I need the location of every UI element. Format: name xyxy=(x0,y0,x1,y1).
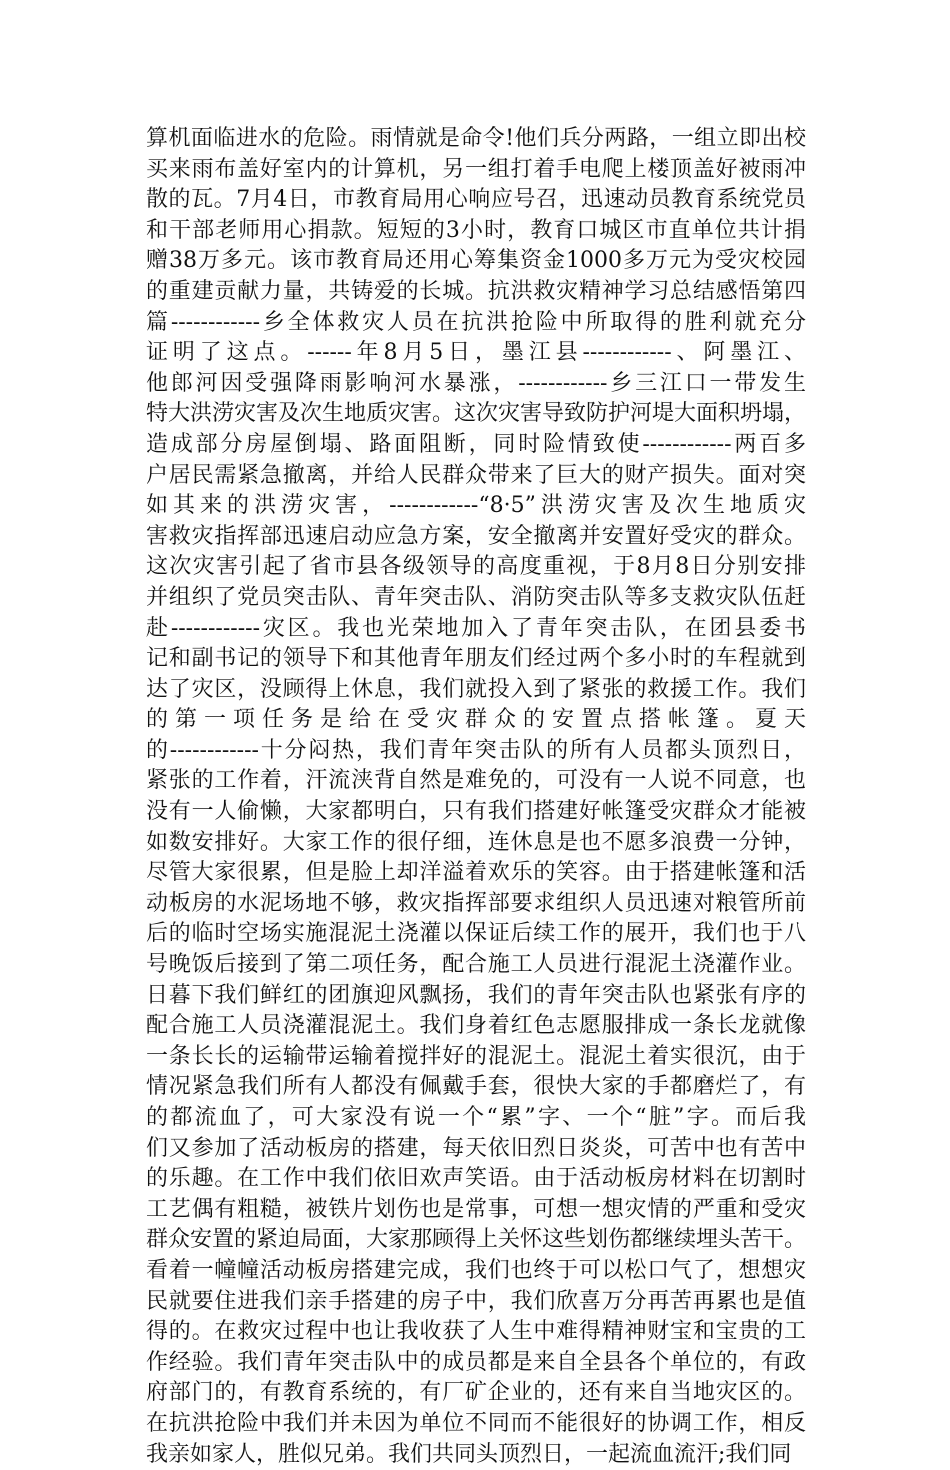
text-line: 情况紧急我们所有人都没有佩戴手套，很快大家的手都磨烂了，有 xyxy=(146,1074,806,1100)
text-line: 记和副书记的领导下和其他青年朋友们经过两个多小时的车程就到 xyxy=(146,646,806,672)
text-line: 的------------十分闷热，我们青年突击队的所有人员都头顶烈日， xyxy=(146,737,806,763)
text-line: 害救灾指挥部迅速启动应急方案，安全撤离并安置好受灾的群众。 xyxy=(146,523,806,549)
text-line: 的乐趣。在工作中我们依旧欢声笑语。由于活动板房材料在切割时 xyxy=(146,1166,806,1192)
text-line: 造成部分房屋倒塌、路面阻断，同时险情致使------------两百多 xyxy=(146,431,806,457)
text-line: 府部门的，有教育系统的，有厂矿企业的，还有来自当地灾区的。 xyxy=(146,1380,806,1406)
text-line: 后的临时空场实施混泥土浇灌以保证后续工作的展开，我们也于八 xyxy=(146,921,806,947)
text-line: 如其来的洪涝灾害，------------“8·5”洪涝灾害及次生地质灾 xyxy=(146,493,806,519)
text-line: 尽管大家很累，但是脸上却洋溢着欢乐的笑容。由于搭建帐篷和活 xyxy=(146,860,806,886)
text-line: 的重建贡献力量，共铸爱的长城。抗洪救灾精神学习总结感悟第四 xyxy=(146,278,806,304)
text-line: 算机面临进水的危险。雨情就是命令!他们兵分两路，一组立即出校 xyxy=(146,126,806,151)
text-line: 赠38万多元。该市教育局还用心筹集资金1000多万元为受灾校园 xyxy=(146,248,806,274)
text-line: 工艺偶有粗糙，被铁片划伤也是常事，可想一想灾情的严重和受灾 xyxy=(146,1196,806,1222)
text-line: 看着一幢幢活动板房搭建完成，我们也终于可以松口气了，想想灾 xyxy=(146,1257,806,1283)
text-line: 作经验。我们青年突击队中的成员都是来自全县各个单位的，有政 xyxy=(146,1349,806,1375)
text-line: 达了灾区，没顾得上休息，我们就投入到了紧张的救援工作。我们 xyxy=(146,676,806,702)
text-line: 户居民需紧急撤离，并给人民群众带来了巨大的财产损失。面对突 xyxy=(146,462,806,488)
text-line: 一条长长的运输带运输着搅拌好的混泥土。混泥土着实很沉，由于 xyxy=(146,1043,806,1069)
text-line: 散的瓦。7月4日，市教育局用心响应号召，迅速动员教育系统党员 xyxy=(146,187,806,213)
body-text xyxy=(146,124,806,1470)
text-line: 在抗洪抢险中我们并未因为单位不同而不能很好的协调工作，相反 xyxy=(146,1410,806,1436)
text-line: 配合施工人员浇灌混泥土。我们身着红色志愿服排成一条长龙就像 xyxy=(146,1013,806,1039)
text-line: 我亲如家人，胜似兄弟。我们共同头顶烈日，一起流血流汗;我们同 xyxy=(146,1441,792,1467)
text-line: 如数安排好。大家工作的很仔细，连休息是也不愿多浪费一分钟， xyxy=(146,829,806,855)
text-line: 和干部老师用心捐款。短短的3小时，教育口城区市直单位共计捐 xyxy=(146,217,806,243)
text-line: 没有一人偷懒，大家都明白，只有我们搭建好帐篷受灾群众才能被 xyxy=(146,799,806,825)
text-line: 号晚饭后接到了第二项任务，配合施工人员进行混泥土浇灌作业。 xyxy=(146,952,806,978)
text-line: 紧张的工作着，汗流浃背自然是难免的，可没有一人说不同意，也 xyxy=(146,768,806,794)
text-line: 动板房的水泥场地不够，救灾指挥部要求组织人员迅速对粮管所前 xyxy=(146,890,806,916)
text-line: 他郎河因受强降雨影响河水暴涨，------------乡三江口一带发生 xyxy=(146,370,806,396)
text-line: 篇------------乡全体救灾人员在抗洪抢险中所取得的胜利就充分 xyxy=(146,309,806,335)
text-line: 赴------------灾区。我也光荣地加入了青年突击队，在团县委书 xyxy=(146,615,806,641)
text-line: 的都流血了，可大家没有说一个“累”字、一个“脏”字。而后我 xyxy=(146,1105,806,1130)
text-line: 群众安置的紧迫局面，大家那顾得上关怀这些划伤都继续埋头苦干。 xyxy=(146,1227,806,1253)
text-line: 民就要住进我们亲手搭建的房子中，我们欣喜万分再苦再累也是值 xyxy=(146,1288,806,1314)
text-line: 这次灾害引起了省市县各级领导的高度重视，于8月8日分别安排 xyxy=(146,554,806,580)
text-line: 特大洪涝灾害及次生地质灾害。这次灾害导致防护河堤大面积坍塌， xyxy=(146,401,806,427)
text-line: 得的。在救灾过程中也让我收获了人生中难得精神财宝和宝贵的工 xyxy=(146,1319,806,1345)
text-line: 买来雨布盖好室内的计算机，另一组打着手电爬上楼顶盖好被雨冲 xyxy=(146,156,806,182)
text-line: 证明了这点。------年8月5日，墨江县------------、阿墨江、 xyxy=(146,340,806,366)
text-line: 并组织了党员突击队、青年突击队、消防突击队等多支救灾队伍赶 xyxy=(146,584,806,610)
text-line: 们又参加了活动板房的搭建，每天依旧烈日炎炎，可苦中也有苦中 xyxy=(146,1135,806,1161)
text-line: 的第一项任务是给在受灾群众的安置点搭帐篷。夏天 xyxy=(146,707,806,733)
text-line: 日暮下我们鲜红的团旗迎风飘扬，我们的青年突击队也紧张有序的 xyxy=(146,982,806,1008)
